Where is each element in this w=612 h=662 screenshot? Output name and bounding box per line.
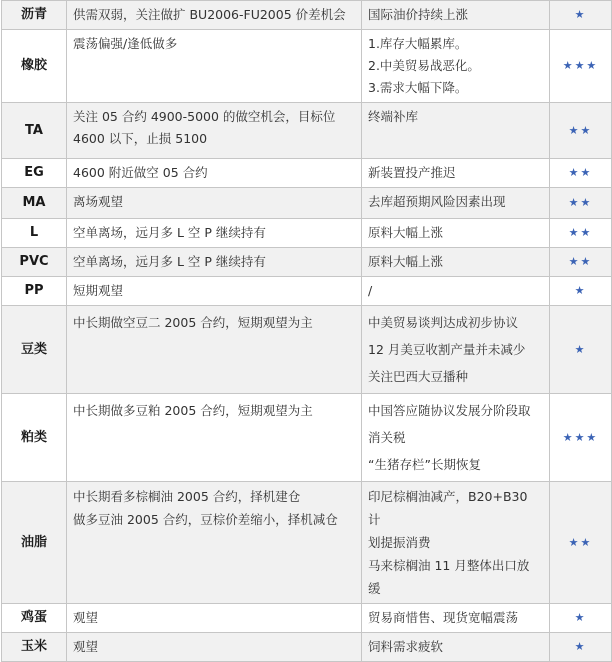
- reason-cell: [362, 394, 550, 482]
- table-row: [2, 482, 612, 604]
- strategy-text: 中长期看多棕榈油 2005 合约，择机建仓: [73, 489, 301, 504]
- strategy-text: 观望: [73, 610, 99, 625]
- rating-stars-icon: ★: [550, 306, 612, 394]
- reason-text: 中国答应随协议发展分阶段取: [368, 403, 531, 418]
- rating-stars-icon: ★★: [550, 248, 612, 277]
- strategy-cell: [67, 482, 362, 604]
- reason-text: 去库超预期风险因素出现: [368, 194, 506, 209]
- reason-cell: [362, 633, 550, 662]
- table-row: [2, 219, 612, 248]
- reason-cell: [362, 306, 550, 394]
- reason-cell: [362, 482, 550, 604]
- strategy-table: [1, 0, 612, 662]
- reason-text: 消关税: [368, 430, 406, 445]
- strategy-text: 中长期做空豆二 2005 合约，短期观望为主: [73, 315, 313, 330]
- reason-cell: [362, 277, 550, 306]
- rating-stars-icon: ★★: [550, 219, 612, 248]
- strategy-text: 离场观望: [73, 194, 124, 209]
- table-row: [2, 159, 612, 188]
- reason-text: 新装置投产推迟: [368, 165, 456, 180]
- category-cell: 粕类: [2, 394, 67, 482]
- category-cell: 鸡蛋: [2, 604, 67, 633]
- reason-cell: [362, 604, 550, 633]
- reason-text: 国际油价持续上涨: [368, 7, 469, 22]
- table-row: [2, 306, 612, 394]
- reason-text: 马来棕榈油 11 月整体出口放: [368, 558, 530, 573]
- rating-stars-icon: ★: [550, 604, 612, 633]
- reason-cell: [362, 103, 550, 159]
- category-cell: EG: [2, 159, 67, 188]
- reason-text: 贸易商惜售、现货宽幅震荡: [368, 610, 519, 625]
- strategy-cell: [67, 188, 362, 219]
- strategy-cell: [67, 306, 362, 394]
- table-row: [2, 633, 612, 662]
- table-row: [2, 188, 612, 219]
- reason-text: 印尼棕榈油减产，B20+B30 计: [368, 489, 528, 527]
- strategy-cell: [67, 633, 362, 662]
- rating-stars-icon: ★★: [550, 159, 612, 188]
- category-cell: TA: [2, 103, 67, 159]
- reason-text: 关注巴西大豆播种: [368, 369, 469, 384]
- table-row: [2, 604, 612, 633]
- reason-cell: [362, 30, 550, 103]
- reason-cell: [362, 1, 550, 30]
- strategy-text: 做多豆油 2005 合约，豆棕价差缩小，择机减仓: [73, 512, 338, 527]
- rating-stars-icon: ★★: [550, 103, 612, 159]
- rating-stars-icon: ★: [550, 633, 612, 662]
- category-cell: 玉米: [2, 633, 67, 662]
- strategy-text: 观望: [73, 639, 99, 654]
- strategy-text: 空单离场，远月多 L 空 P 继续持有: [73, 254, 266, 269]
- category-cell: PVC: [2, 248, 67, 277]
- table-row: [2, 277, 612, 306]
- strategy-cell: [67, 103, 362, 159]
- strategy-text: 空单离场，远月多 L 空 P 继续持有: [73, 225, 266, 240]
- reason-cell: [362, 248, 550, 277]
- reason-cell: [362, 219, 550, 248]
- table-row: [2, 30, 612, 103]
- strategy-text: 中长期做多豆粕 2005 合约，短期观望为主: [73, 403, 313, 418]
- strategy-cell: [67, 604, 362, 633]
- rating-stars-icon: ★★★: [550, 394, 612, 482]
- reason-text: 1.库存大幅累库。: [368, 36, 468, 51]
- category-cell: 橡胶: [2, 30, 67, 103]
- table-row: [2, 248, 612, 277]
- strategy-text: 震荡偏强/逢低做多: [73, 36, 178, 51]
- rating-stars-icon: ★★: [550, 188, 612, 219]
- category-cell: L: [2, 219, 67, 248]
- reason-text: 12 月美豆收割产量并未减少: [368, 342, 526, 357]
- reason-cell: [362, 188, 550, 219]
- strategy-text: 供需双弱，关注做扩 BU2006-FU2005 价差机会: [73, 7, 346, 22]
- reason-text: /: [368, 283, 373, 298]
- table-row: [2, 103, 612, 159]
- rating-stars-icon: ★: [550, 277, 612, 306]
- reason-text: 缓: [368, 581, 381, 596]
- strategy-cell: [67, 30, 362, 103]
- reason-text: 中美贸易谈判达成初步协议: [368, 315, 519, 330]
- reason-text: 原料大幅上涨: [368, 225, 444, 240]
- strategy-cell: [67, 159, 362, 188]
- table-row: [2, 1, 612, 30]
- category-cell: 沥青: [2, 1, 67, 30]
- category-cell: PP: [2, 277, 67, 306]
- rating-stars-icon: ★★★: [550, 30, 612, 103]
- strategy-text: 4600 以下，止损 5100: [73, 131, 208, 146]
- reason-cell: [362, 159, 550, 188]
- strategy-text: 关注 05 合约 4900-5000 的做空机会，目标位: [73, 109, 336, 124]
- reason-text: 2.中美贸易战恶化。: [368, 58, 480, 73]
- reason-text: 终端补库: [368, 109, 419, 124]
- strategy-cell: [67, 248, 362, 277]
- strategy-text: 短期观望: [73, 283, 124, 298]
- category-cell: 豆类: [2, 306, 67, 394]
- category-cell: 油脂: [2, 482, 67, 604]
- strategy-cell: [67, 394, 362, 482]
- reason-text: “生猪存栏”长期恢复: [368, 457, 481, 472]
- rating-stars-icon: ★: [550, 1, 612, 30]
- reason-text: 划提振消费: [368, 535, 431, 550]
- strategy-table-body: [2, 1, 612, 662]
- rating-stars-icon: ★★: [550, 482, 612, 604]
- category-cell: MA: [2, 188, 67, 219]
- strategy-text: 4600 附近做空 05 合约: [73, 165, 208, 180]
- strategy-cell: [67, 277, 362, 306]
- reason-text: 原料大幅上涨: [368, 254, 444, 269]
- strategy-cell: [67, 219, 362, 248]
- table-row: [2, 394, 612, 482]
- reason-text: 3.需求大幅下降。: [368, 80, 468, 95]
- strategy-cell: [67, 1, 362, 30]
- reason-text: 饲料需求疲软: [368, 639, 444, 654]
